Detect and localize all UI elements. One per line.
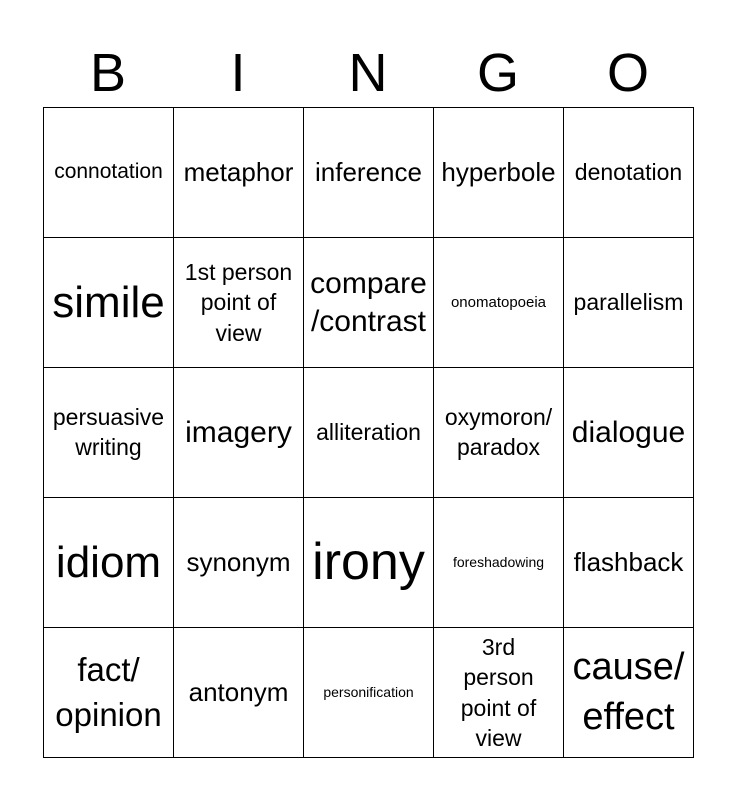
cell-label: parallelism	[573, 288, 684, 315]
header-letter-o: O	[606, 43, 649, 103]
bingo-cell[interactable]	[434, 238, 564, 368]
header-letter-i: I	[230, 43, 246, 103]
cell-label: irony	[312, 532, 425, 591]
cell-label: fact/ opinion	[55, 650, 162, 733]
cell-label: dialogue	[571, 415, 686, 449]
bingo-cell[interactable]	[304, 368, 434, 498]
cell-label: idiom	[55, 537, 162, 587]
cell-label: imagery	[185, 415, 292, 449]
header-letter-n: N	[348, 43, 388, 103]
bingo-cell[interactable]	[174, 238, 304, 368]
bingo-header	[43, 40, 693, 106]
cell-label: 1st person point of view	[184, 258, 293, 346]
bingo-cell[interactable]	[174, 628, 304, 758]
bingo-cell[interactable]	[44, 498, 174, 628]
bingo-cell[interactable]	[434, 498, 564, 628]
cell-label: metaphor	[183, 157, 294, 188]
cell-label: flashback	[573, 547, 684, 578]
cell-label: synonym	[186, 547, 291, 578]
cell-label: hyperbole	[441, 157, 556, 188]
bingo-cell[interactable]	[44, 238, 174, 368]
bingo-cell[interactable]	[44, 628, 174, 758]
cell-label: personification	[323, 684, 414, 701]
bingo-cell[interactable]	[304, 628, 434, 758]
cell-label: 3rd person point of view	[460, 633, 537, 751]
cell-label: onomatopoeia	[450, 293, 547, 311]
bingo-cell[interactable]	[564, 238, 694, 368]
cell-label: persuasive writing	[52, 403, 165, 460]
bingo-cell[interactable]	[44, 368, 174, 498]
cell-label: compare /contrast	[310, 267, 427, 338]
bingo-cell[interactable]	[434, 368, 564, 498]
header-letter-b: B	[89, 43, 127, 103]
bingo-board	[43, 107, 694, 758]
bingo-cell[interactable]	[564, 498, 694, 628]
header-letter-g: G	[476, 43, 519, 103]
cell-label: oxymoron/ paradox	[444, 403, 553, 460]
cell-label: foreshadowing	[452, 554, 545, 571]
bingo-cell[interactable]	[44, 108, 174, 238]
cell-label: connotation	[54, 160, 163, 184]
bingo-cell[interactable]	[564, 368, 694, 498]
bingo-cell[interactable]	[434, 628, 564, 758]
cell-label: antonym	[188, 677, 289, 708]
cell-label: denotation	[574, 158, 683, 185]
bingo-cell[interactable]	[174, 498, 304, 628]
cell-label: cause/ effect	[572, 646, 685, 738]
bingo-cell[interactable]	[564, 628, 694, 758]
bingo-cell[interactable]	[564, 108, 694, 238]
bingo-cell[interactable]	[304, 108, 434, 238]
cell-label: simile	[52, 277, 165, 327]
bingo-cell[interactable]	[174, 108, 304, 238]
bingo-cell[interactable]	[434, 108, 564, 238]
bingo-cell[interactable]	[304, 498, 434, 628]
cell-label: inference	[315, 157, 422, 188]
cell-label: alliteration	[316, 418, 421, 445]
bingo-cell[interactable]	[174, 368, 304, 498]
bingo-cell[interactable]	[304, 238, 434, 368]
